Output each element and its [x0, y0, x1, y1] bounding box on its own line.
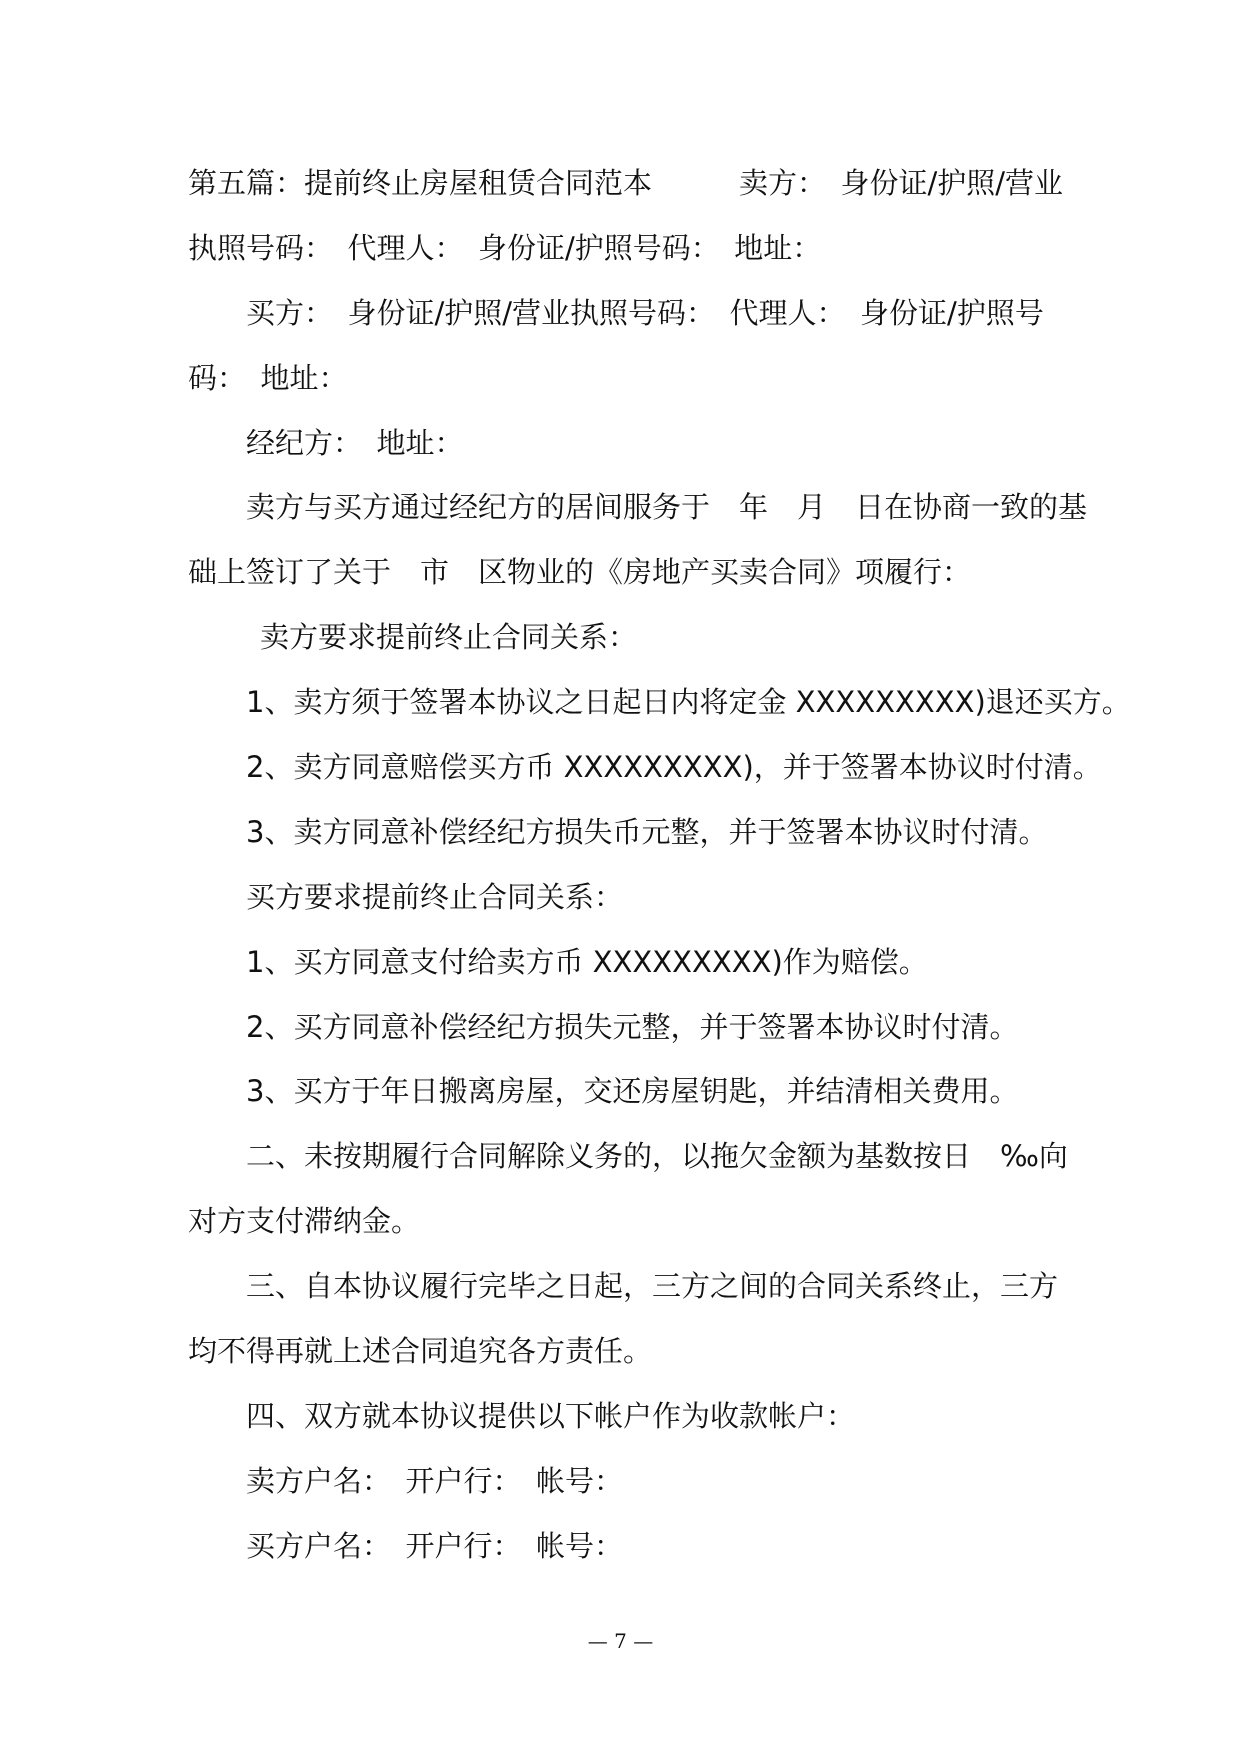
list-item: 3、卖方同意补偿经纪方损失币元整，并于签署本协议时付清。: [246, 814, 1048, 849]
clause-text: 均不得再就上述合同追究各方责任。: [188, 1334, 653, 1369]
document-body: [188, 151, 1131, 1579]
section-heading: 买方要求提前终止合同关系：: [246, 879, 624, 914]
clause-text: 四、双方就本协议提供以下帐户作为收款帐户：: [246, 1398, 856, 1433]
account-line: 卖方户名： 开户行： 帐号：: [246, 1463, 624, 1498]
clause-text: 二、未按期履行合同解除义务的，以拖欠金额为基数按日 ‰向: [246, 1139, 1068, 1174]
text-line: 买方： 身份证/护照/营业执照号码： 代理人： 身份证/护照号: [246, 295, 1044, 330]
list-item: 2、卖方同意赔偿买方币 XXXXXXXXX)，并于签署本协议时付清。: [246, 750, 1102, 785]
list-item: 2、买方同意补偿经纪方损失元整，并于签署本协议时付清。: [246, 1009, 1019, 1044]
text-line: 卖方与买方通过经纪方的居间服务于 年 月 日在协商一致的基: [246, 490, 1088, 525]
list-item: 1、卖方须于签署本协议之日起日内将定金 XXXXXXXXX)退还买方。: [246, 685, 1131, 720]
section-heading: 卖方要求提前终止合同关系：: [260, 620, 638, 655]
text-line: 执照号码： 代理人： 身份证/护照号码： 地址：: [188, 230, 822, 265]
clause-text: 三、自本协议履行完毕之日起，三方之间的合同关系终止，三方: [246, 1269, 1059, 1304]
text-line: 经纪方： 地址：: [246, 425, 464, 460]
text-line: 础上签订了关于 市 区物业的《房地产买卖合同》项履行：: [188, 555, 972, 590]
text-line: 第五篇：提前终止房屋租赁合同范本 卖方： 身份证/护照/营业: [188, 166, 1064, 200]
text-line: 码： 地址：: [188, 360, 348, 395]
list-item: 1、买方同意支付给卖方币 XXXXXXXXX)作为赔偿。: [246, 944, 928, 979]
list-item: 3、买方于年日搬离房屋，交还房屋钥匙，并结清相关费用。: [246, 1074, 1019, 1109]
page-number: — 7 —: [587, 1629, 654, 1653]
account-line: 买方户名： 开户行： 帐号：: [246, 1528, 624, 1563]
clause-text: 对方支付滞纳金。: [188, 1204, 421, 1239]
